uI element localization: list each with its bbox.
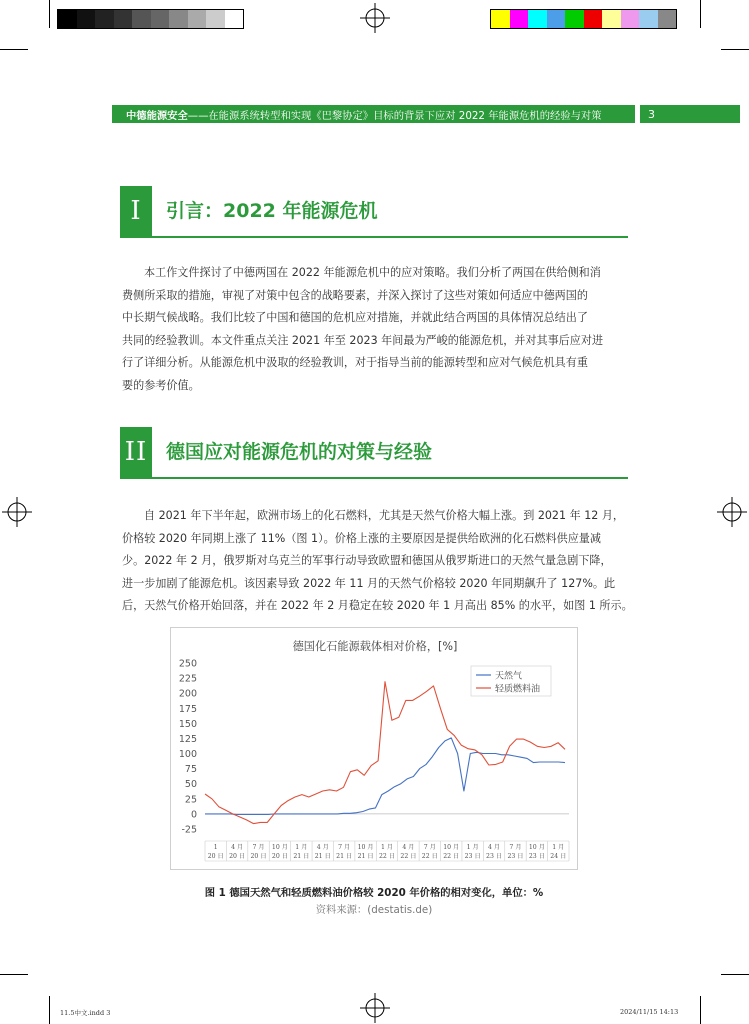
slug-left: 11.5中文.indd 3	[60, 1009, 111, 1017]
x-tick-label: 20 日	[207, 853, 224, 860]
germany-paragraph	[122, 505, 633, 618]
x-tick-label: 4 月	[488, 844, 501, 851]
registration-mark-icon	[2, 497, 32, 527]
text-line: 少。2022 年 2 月，俄罗斯对乌克兰的军事行动导致欧盟和德国从俄罗斯进口的天然气量急剧下降，	[122, 554, 612, 568]
crop-mark	[700, 0, 701, 28]
x-tick-label: 10 月	[357, 844, 374, 851]
x-tick-label: 22 日	[443, 853, 460, 860]
x-tick-label: 22 日	[400, 853, 417, 860]
y-tick-label: -25	[181, 824, 197, 836]
y-tick-label: 200	[178, 688, 197, 700]
color-swatch	[95, 10, 114, 28]
crop-mark	[0, 974, 28, 975]
x-tick-label: 21 日	[357, 853, 374, 860]
header-subtitle: ——在能源系统转型和实现《巴黎协定》目标的背景下应对 2022 年能源危机的经验与对策	[187, 109, 602, 122]
y-tick-label: 125	[178, 733, 197, 745]
color-swatch	[621, 10, 640, 28]
text-line: 自 2021 年下半年起，欧洲市场上的化石燃料，尤其是天然气价格大幅上涨。到 2021 年 12 月，	[144, 509, 625, 522]
color-swatch	[151, 10, 170, 28]
crop-mark	[49, 0, 50, 28]
x-tick-label: 10 月	[528, 844, 545, 851]
color-swatch	[491, 10, 510, 28]
y-tick-label: 50	[184, 779, 197, 791]
crop-mark	[721, 49, 749, 50]
x-tick-label: 21 日	[314, 853, 331, 860]
y-tick-label: 150	[178, 718, 197, 730]
color-swatch	[132, 10, 151, 28]
legend-label: 天然气	[495, 671, 523, 682]
color-swatch	[77, 10, 96, 28]
x-tick-label: 20 日	[250, 853, 267, 860]
y-tick-label: 100	[178, 749, 197, 761]
legend-label: 轻质燃料油	[495, 684, 541, 695]
price-chart	[170, 627, 578, 870]
x-tick-label: 7 月	[338, 844, 351, 851]
x-tick-label: 20 日	[229, 853, 246, 860]
x-tick-label: 1 月	[380, 844, 394, 851]
y-tick-label: 0	[190, 809, 197, 821]
x-tick-label: 22 日	[421, 853, 438, 860]
color-swatch	[565, 10, 584, 28]
x-tick-label: 23 日	[464, 853, 481, 860]
slug-right: 2024/11/15 14:13	[620, 1008, 679, 1016]
registration-mark-icon	[360, 993, 390, 1023]
x-tick-label: 20 日	[271, 853, 288, 860]
text-line: 价格较 2020 年同期上涨了 11%（图 1）。价格上涨的主要原因是提供给欧洲的化石燃料供应量减	[122, 531, 601, 545]
x-tick-label: 21 日	[293, 853, 310, 860]
x-tick-label: 24 日	[550, 853, 567, 860]
x-tick-label: 1 月	[295, 844, 308, 851]
y-tick-label: 175	[178, 703, 197, 715]
header-brand: 中德能源安全	[126, 109, 188, 122]
running-header	[112, 105, 635, 123]
crop-mark	[700, 996, 701, 1024]
grayscale-color-bar	[57, 9, 244, 29]
running-header-text	[126, 107, 602, 122]
process-color-bar	[490, 9, 677, 29]
chart-title: 德国化石能源载体相对价格，[%]	[292, 640, 458, 653]
x-tick-label: 7 月	[423, 844, 436, 851]
text-line: 共同的经验教训。本文件重点关注 2021 年至 2023 年间最为严峻的能源危机，并对其事后应对进	[122, 333, 604, 347]
figure-caption: 图 1 德国天然气和轻质燃料油价格较 2020 年价格的相对变化，单位：%	[204, 887, 544, 899]
price-chart-svg	[171, 628, 579, 871]
registration-mark-icon	[717, 497, 747, 527]
x-tick-label: 10 月	[271, 844, 288, 851]
text-line: 后，天然气价格开始回落，并在 2022 年 2 月稳定在较 2020 年 1 月高出 85% 的水平，如图 1 所示。	[122, 599, 633, 613]
text-line: 进一步加剧了能源危机。该因素导致 2022 年 11 月的天然气价格较 2020 年同期飙升了 127%。此	[122, 576, 616, 590]
color-swatch	[658, 10, 677, 28]
x-tick-label: 21 日	[336, 853, 353, 860]
registration-mark-icon	[360, 3, 390, 33]
section-numeral: I	[120, 186, 152, 236]
series-line-2	[205, 682, 565, 824]
x-tick-label: 4 月	[402, 844, 415, 851]
crop-mark	[0, 49, 28, 50]
section-numeral: II	[120, 427, 152, 477]
crop-mark	[721, 974, 749, 975]
color-swatch	[510, 10, 529, 28]
x-tick-label: 10 月	[443, 844, 460, 851]
y-tick-label: 25	[184, 794, 197, 806]
text-line: 行了详细分析。从能源危机中汲取的经验教训，对于指导当前的能源转型和应对气候危机具有重	[122, 356, 588, 370]
y-tick-label: 250	[178, 658, 197, 670]
crop-mark	[49, 996, 50, 1024]
section-title: 德国应对能源危机的对策与经验	[166, 441, 433, 463]
color-swatch	[547, 10, 566, 28]
figure-source: 资料来源：(destatis.de)	[315, 904, 433, 916]
text-line: 中长期气候战略。我们比较了中国和德国的危机应对措施，并就此结合两国的具体情况总结出了	[122, 311, 588, 325]
y-tick-label: 75	[184, 764, 197, 776]
text-line: 要的参考价值。	[122, 378, 200, 392]
x-tick-label: 4 月	[316, 844, 329, 851]
text-line: 费侧所采取的措施，审视了对策中包含的战略要素，并深入探讨了这些对策如何适应中德两国的	[122, 288, 588, 302]
color-swatch	[528, 10, 547, 28]
color-swatch	[206, 10, 225, 28]
x-tick-label: 23 日	[507, 853, 524, 860]
color-swatch	[602, 10, 621, 28]
x-tick-label: 1 月	[466, 844, 479, 851]
x-tick-label: 23 日	[528, 853, 545, 860]
x-tick-label: 4 月	[231, 844, 244, 851]
section-heading-germany	[120, 427, 628, 479]
color-swatch	[114, 10, 133, 28]
color-swatch	[584, 10, 603, 28]
color-swatch	[225, 10, 244, 28]
intro-paragraph	[122, 262, 628, 398]
page-number: 3	[640, 105, 740, 123]
y-tick-label: 225	[178, 673, 197, 685]
section-heading-intro	[120, 186, 628, 238]
series-line-1	[205, 738, 565, 815]
color-swatch	[188, 10, 207, 28]
color-swatch	[639, 10, 658, 28]
x-tick-label: 23 日	[486, 853, 503, 860]
color-swatch	[169, 10, 188, 28]
text-line: 本工作文件探讨了中德两国在 2022 年能源危机中的应对策略。我们分析了两国在供给侧和消	[144, 266, 601, 279]
x-tick-label: 7 月	[252, 844, 265, 851]
x-tick-label: 22 日	[378, 853, 396, 860]
x-tick-label: 1	[213, 844, 218, 851]
color-swatch	[58, 10, 77, 28]
section-title: 引言：2022 年能源危机	[166, 200, 378, 222]
x-tick-label: 1 月	[552, 844, 565, 851]
x-tick-label: 7 月	[509, 844, 522, 851]
